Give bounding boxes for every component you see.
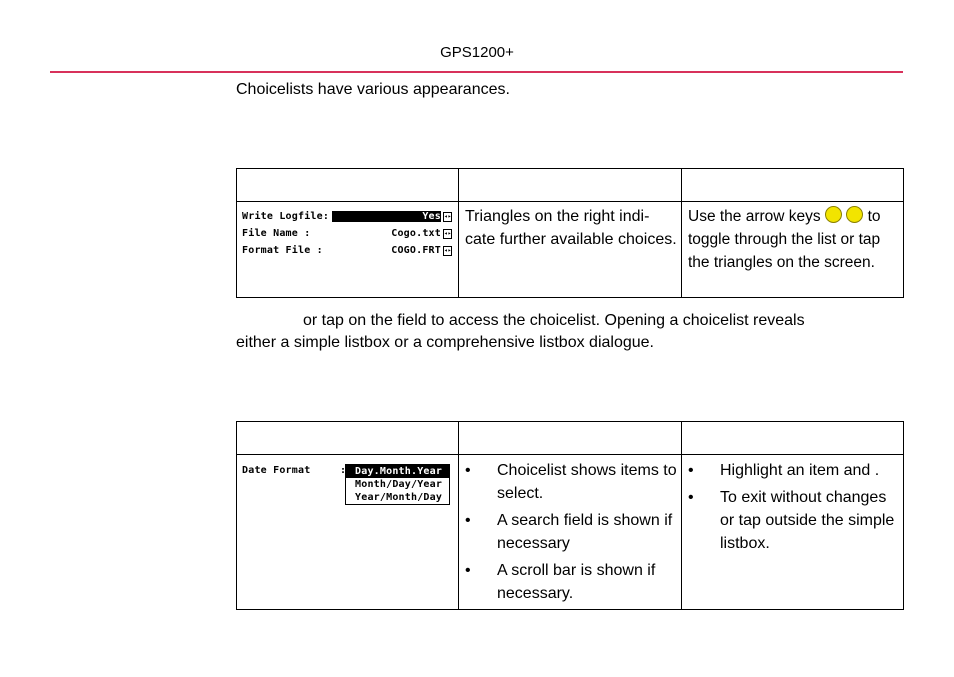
listbox-table [236, 421, 904, 610]
action-cell [682, 202, 904, 298]
action-text: to toggle through the list or tap the triangles on the screen. [688, 208, 881, 271]
screen-row-filename[interactable] [242, 228, 452, 241]
description-cell [459, 202, 682, 298]
table-header-row [237, 169, 904, 202]
field-value-highlighted[interactable]: Yes [332, 211, 441, 222]
table-header-cell [237, 169, 459, 202]
list-item: • Choicelist shows items to select. [465, 462, 677, 502]
list-item: • A search field is shown if necessary [465, 512, 673, 552]
actions-list [682, 455, 903, 555]
field-label: Date Format [242, 465, 311, 476]
table-row [237, 202, 904, 298]
actions-cell [682, 455, 904, 610]
table-header-cell [682, 422, 904, 455]
screen-capture [237, 455, 459, 610]
table-header-cell [237, 422, 459, 455]
list-item: • To exit without changes or tap outside the simple listbox. [688, 489, 895, 552]
toggle-triangles-icon[interactable]: ◂▸ [444, 213, 452, 220]
field-value[interactable]: Cogo.txt [391, 228, 441, 239]
field-label: Write Logfile: [242, 211, 330, 222]
header-rule [50, 71, 903, 73]
field-colon: : [340, 465, 347, 476]
list-item: • Highlight an item and . [688, 462, 880, 479]
description-text: Triangles on the right indi-cate further available choices. [465, 208, 677, 248]
features-cell [459, 455, 682, 610]
table-header-row [237, 422, 904, 455]
choicelist-table [236, 168, 904, 298]
listbox-item[interactable]: Year/Month/Day [355, 492, 443, 503]
action-text: Use the arrow keys [688, 208, 821, 225]
table-row [237, 455, 904, 610]
paragraph-line: or tap on the field to access the choicelist. Opening a choicelist reveals [303, 312, 805, 329]
paragraph-line: either a simple listbox or a comprehensive listbox dialogue. [236, 334, 654, 351]
intro-text: Choicelists have various appearances. [236, 81, 510, 98]
screen-row-formatfile[interactable] [242, 245, 452, 258]
table-header-cell [682, 169, 904, 202]
simple-listbox[interactable] [345, 464, 450, 505]
table-header-cell [459, 169, 682, 202]
field-label: File Name : [242, 228, 311, 239]
page-header-title: GPS1200+ [440, 44, 514, 61]
list-item: • A scroll bar is shown if necessary. [465, 562, 656, 602]
field-label: Format File : [242, 245, 323, 256]
table-header-cell [459, 422, 682, 455]
paragraph [236, 310, 903, 354]
screen-row-logfile[interactable] [242, 211, 452, 224]
field-value[interactable]: COGO.FRT [391, 245, 441, 256]
toggle-triangles-icon[interactable]: ◂▸ [444, 247, 452, 254]
screen-capture [237, 202, 459, 298]
listbox-item[interactable]: Month/Day/Year [355, 479, 443, 490]
arrow-left-key-icon [825, 206, 842, 223]
arrow-right-key-icon [846, 206, 863, 223]
features-list [459, 455, 681, 605]
listbox-item-selected[interactable]: Day.Month.Year [346, 465, 449, 478]
toggle-triangles-icon[interactable]: ◂▸ [444, 230, 452, 237]
